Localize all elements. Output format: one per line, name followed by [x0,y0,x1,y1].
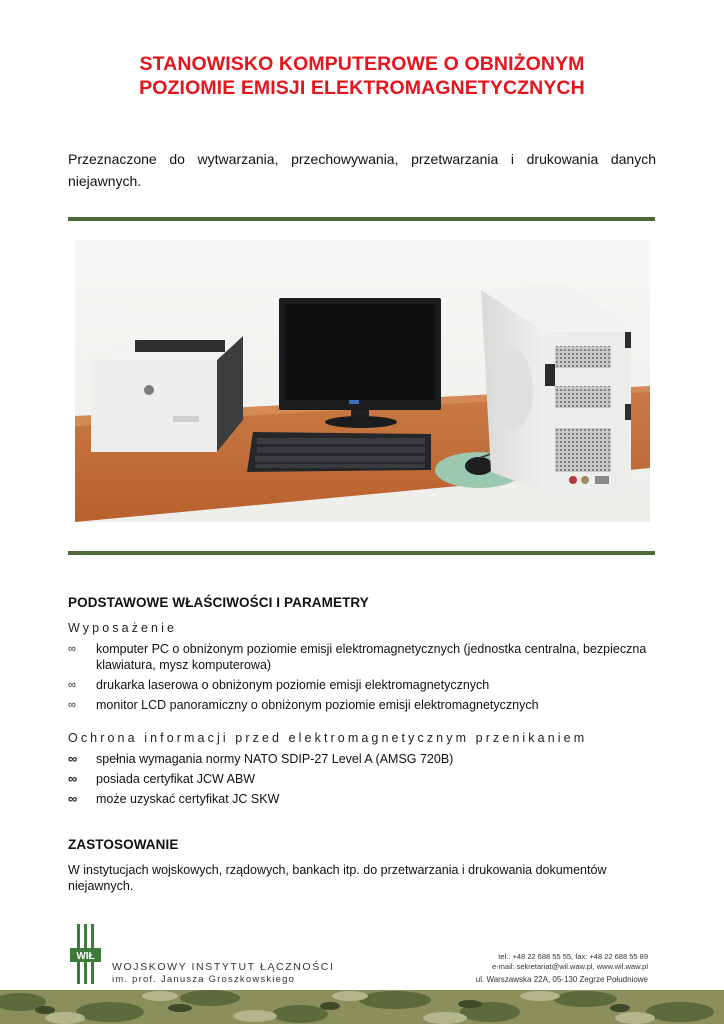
wil-logo [69,922,102,985]
list-item: ∞ komputer PC o obniżonym poziomie emisji elektromagnetycznych (jednostka centralna, bezpieczna klawiatura, mysz komputerowa) [68,642,647,672]
product-photo [75,240,650,522]
protection-list [68,751,656,811]
equipment-label: Wyposażenie [68,621,178,635]
hp-logo-icon [144,385,154,395]
document-title [0,52,724,100]
institute-subtitle: im. prof. Janusza Groszkowskiego [112,974,296,985]
list-item: ∞ spełnia wymagania normy NATO SDIP-27 Level A (AMSG 720B) [68,751,454,766]
application-text: W instytucjach wojskowych, rządowych, bankach itp. do przetwarzania i drukowania dokumentów niejawnych. [68,863,607,893]
lcd-monitor [279,298,441,428]
camouflage-band [0,990,724,1024]
top-divider [68,217,655,221]
svg-text:WIŁ: WIŁ [76,951,95,962]
pc-tower [481,284,631,498]
section-heading-properties: PODSTAWOWE WŁAŚCIWOŚCI I PARAMETRY [68,595,369,610]
list-item: ∞ może uzyskać certyfikat JC SKW [68,791,280,806]
windows-logo-icon [349,400,359,404]
contact-address: ul. Warszawska 22A, 05-130 Zegrze Południowe [475,975,648,984]
list-item: ∞ drukarka laserowa o obniżonym poziomie emisji elektromagnetycznych [68,678,490,692]
keyboard [247,432,431,472]
section-heading-application: ZASTOSOWANIE [68,837,179,852]
title-line-1: STANOWISKO KOMPUTEROWE O OBNIŻONYM [139,53,585,75]
contact-phone: tel.: +48 22 688 55 55, fax: +48 22 688 55 89 [498,952,648,961]
infinity-bullet-icon: ∞ [68,771,78,786]
infinity-bullet-icon: ∞ [68,643,76,655]
contact-email: e-mail: sekretariat@wil.waw.pl, www.wil.waw.pl [492,962,648,971]
intro-paragraph: Przeznaczone do wytwarzania, przechowywania, przetwarzania i drukowania danych niejawnych. [68,151,656,189]
laser-printer [91,336,243,452]
institute-name: WOJSKOWY INSTYTUT ŁĄCZNOŚCI [112,961,335,973]
infinity-bullet-icon: ∞ [68,751,78,766]
infinity-bullet-icon: ∞ [68,679,76,691]
infinity-bullet-icon: ∞ [68,699,76,711]
title-line-2: POZIOMIE EMISJI ELEKTROMAGNETYCZNYCH [139,77,585,99]
equipment-list [68,641,656,717]
bottom-divider [68,551,655,555]
list-item: ∞ monitor LCD panoramiczny o obniżonym poziomie emisji elektromagnetycznych [68,698,539,712]
infinity-bullet-icon: ∞ [68,791,78,806]
list-item: ∞ posiada certyfikat JCW ABW [68,771,256,786]
protection-label: Ochrona informacji przed elektromagnetycznym przenikaniem [68,731,588,745]
